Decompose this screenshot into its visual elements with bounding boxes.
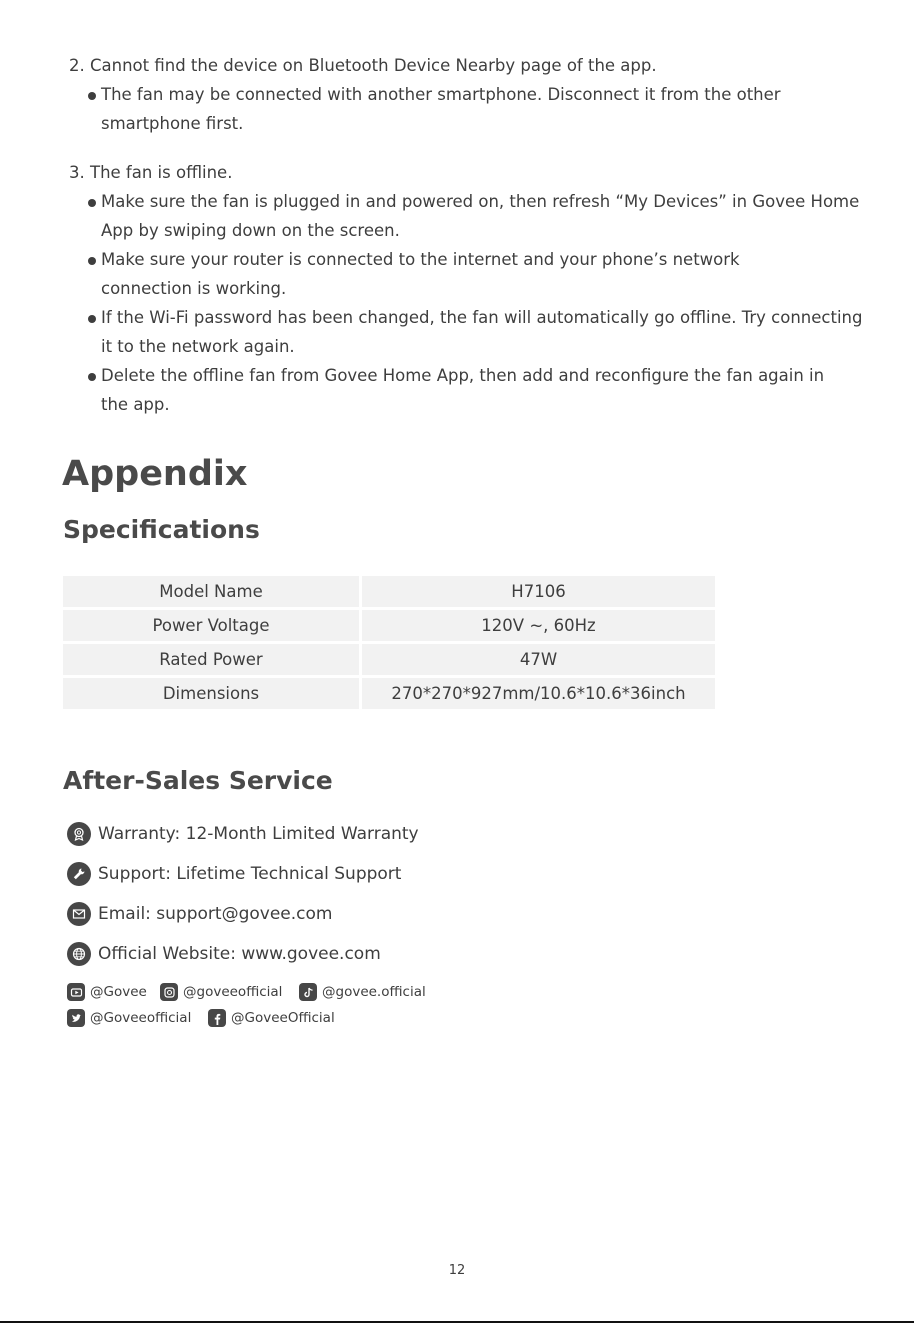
spec-label: Model Name (63, 576, 359, 607)
bullet-line: the app. (101, 395, 170, 414)
social-handle: @goveeofficial (183, 984, 283, 1000)
bullet-line: If the Wi-Fi password has been changed, the fan will automatically go offline. Try connecting (101, 308, 863, 327)
tiktok-icon (299, 983, 317, 1001)
service-text: Warranty: 12-Month Limited Warranty (98, 824, 419, 844)
spec-value: H7106 (362, 576, 715, 607)
social-handle: @Govee (90, 984, 147, 1000)
social-instagram (160, 983, 282, 1001)
service-item-email (67, 902, 332, 926)
bullet-dot (88, 373, 96, 381)
page-number: 12 (448, 1263, 466, 1278)
specifications-heading: Specifications (63, 515, 260, 544)
twitter-icon (67, 1009, 85, 1027)
troubleshoot-q3-bullet (88, 187, 868, 245)
facebook-icon (208, 1009, 226, 1027)
spec-row (63, 610, 715, 641)
social-tiktok (299, 983, 426, 1001)
bullet-dot (88, 199, 96, 207)
social-handle: @Goveeofficial (90, 1010, 192, 1026)
troubleshoot-q3-title: 3. The fan is offline. (69, 163, 233, 182)
troubleshoot-q2-title: 2. Cannot find the device on Bluetooth Device Nearby page of the app. (69, 56, 657, 75)
service-item-warranty (67, 822, 419, 846)
bullet-line: The fan may be connected with another smartphone. Disconnect it from the other (101, 85, 781, 104)
service-item-website (67, 942, 381, 966)
bullet-dot (88, 315, 96, 323)
page-bottom-rule (0, 1321, 914, 1323)
bullet-line: Delete the offline fan from Govee Home App, then add and reconfigure the fan again in (101, 366, 825, 385)
after-sales-heading: After-Sales Service (63, 766, 333, 795)
troubleshoot-q3-bullet (88, 245, 868, 303)
troubleshoot-q3-bullet (88, 361, 868, 419)
bullet-dot (88, 257, 96, 265)
troubleshoot-q2-bullet (88, 80, 868, 138)
service-text: Email: support@govee.com (98, 904, 333, 924)
globe-icon (67, 942, 91, 966)
social-handle: @GoveeOfficial (231, 1010, 335, 1026)
bullet-line: it to the network again. (101, 337, 295, 356)
bullet-line: connection is working. (101, 279, 287, 298)
spec-row (63, 576, 715, 607)
youtube-icon (67, 983, 85, 1001)
service-text: Official Website: www.govee.com (98, 944, 381, 964)
service-text: Support: Lifetime Technical Support (98, 864, 402, 884)
social-youtube (67, 983, 147, 1001)
spec-label: Dimensions (63, 678, 359, 709)
social-twitter (67, 1009, 191, 1027)
appendix-heading: Appendix (62, 454, 248, 494)
social-facebook (208, 1009, 335, 1027)
bullet-line: Make sure your router is connected to the internet and your phone’s network (101, 250, 740, 269)
service-item-support (67, 862, 401, 886)
bullet-line: Make sure the fan is plugged in and powered on, then refresh “My Devices” in Govee Home (101, 192, 860, 211)
spec-label: Power Voltage (63, 610, 359, 641)
bullet-line: App by swiping down on the screen. (101, 221, 400, 240)
bullet-dot (88, 92, 96, 100)
instagram-icon (160, 983, 178, 1001)
mail-icon (67, 902, 91, 926)
spec-row (63, 644, 715, 675)
warranty-icon (67, 822, 91, 846)
spec-value: 47W (362, 644, 715, 675)
bullet-line: smartphone first. (101, 114, 244, 133)
spec-value: 120V ~, 60Hz (362, 610, 715, 641)
troubleshoot-q3-bullet (88, 303, 868, 361)
spec-value: 270*270*927mm/10.6*10.6*36inch (362, 678, 715, 709)
spec-row (63, 678, 715, 709)
specifications-table (63, 576, 715, 712)
spec-label: Rated Power (63, 644, 359, 675)
wrench-icon (67, 862, 91, 886)
social-handle: @govee.official (322, 984, 426, 1000)
